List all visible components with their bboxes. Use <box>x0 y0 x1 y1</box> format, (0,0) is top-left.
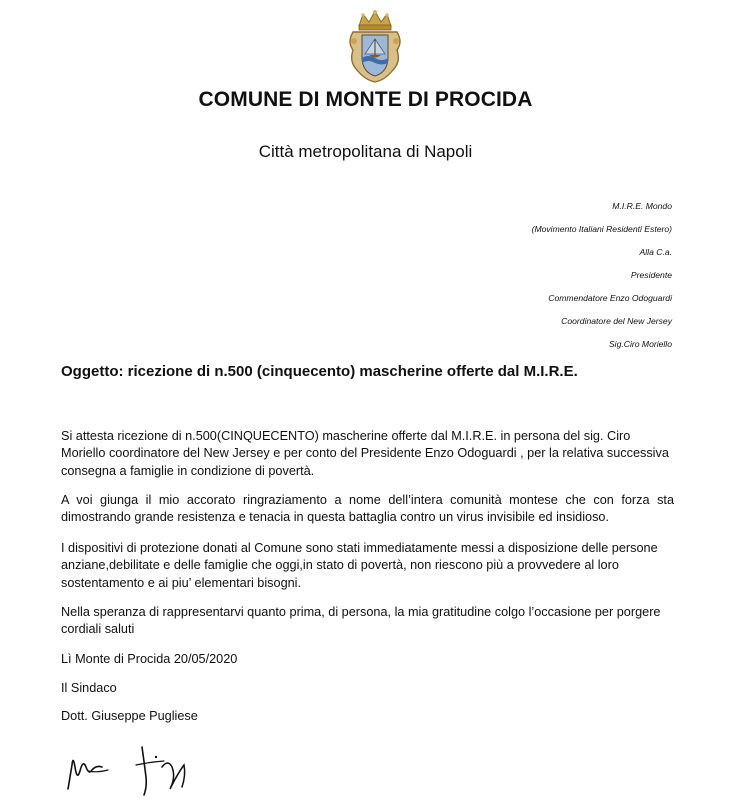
place-date: Lì Monte di Procida 20/05/2020 <box>61 652 238 666</box>
body-paragraph: Nella speranza di rappresentarvi quanto prima, di persona, la mia gratitudine colgo l’occasione per porgere cordiali saluti <box>61 605 661 637</box>
body-paragraph: Si attesta ricezione di n.500(CINQUECENTO) mascherine offerte dal M.I.R.E. in persona del sig. Ciro Moriello coordinatore del New Jersey e per conto del Presidente Enzo Odoguardi , per la relativa successiva consegna a famiglie in condizione di povertà. <box>61 429 669 478</box>
addressee-line: Coordinatore del New Jersey <box>561 316 672 326</box>
addressee-line: (Movimento Italiani Residenti Estero) <box>531 224 672 234</box>
addressee-line: M.I.R.E. Mondo <box>612 201 672 211</box>
municipality-title: COMUNE DI MONTE DI PROCIDA <box>198 88 533 111</box>
letter-subject: Oggetto: ricezione di n.500 (cinquecento) mascherine offerte dal M.I.R.E. <box>61 363 578 380</box>
addressee-line: Alla C.a. <box>639 247 672 257</box>
body-paragraph: I dispositivi di protezione donati al Comune sono stati immediatamente messi a disposizione delle persone anziane,debilitate e delle famiglie che oggi,in stato di povertà, non riescono più a provvedere al loro sostentamento e ai piu’ elementari bisogni. <box>61 541 658 590</box>
metropolitan-city-subtitle: Città metropolitana di Napoli <box>258 142 473 161</box>
body-paragraph: A voi giunga il mio accorato ringraziamento a nome dell’intera comunità montese che con forza sta dimostrando grande resistenza e tenacia in questa battaglia contro un virus invisibile ed insidioso. <box>61 493 674 525</box>
signer-name: Dott. Giuseppe Pugliese <box>61 709 198 723</box>
handwritten-signature <box>58 737 208 799</box>
signer-role: Il Sindaco <box>61 681 117 695</box>
municipal-crest-icon <box>345 8 405 84</box>
addressee-line: Sig.Ciro Moriello <box>608 339 672 349</box>
addressee-line: Commendatore Enzo Odoguardi <box>548 293 672 303</box>
addressee-line: Presidente <box>630 270 672 280</box>
